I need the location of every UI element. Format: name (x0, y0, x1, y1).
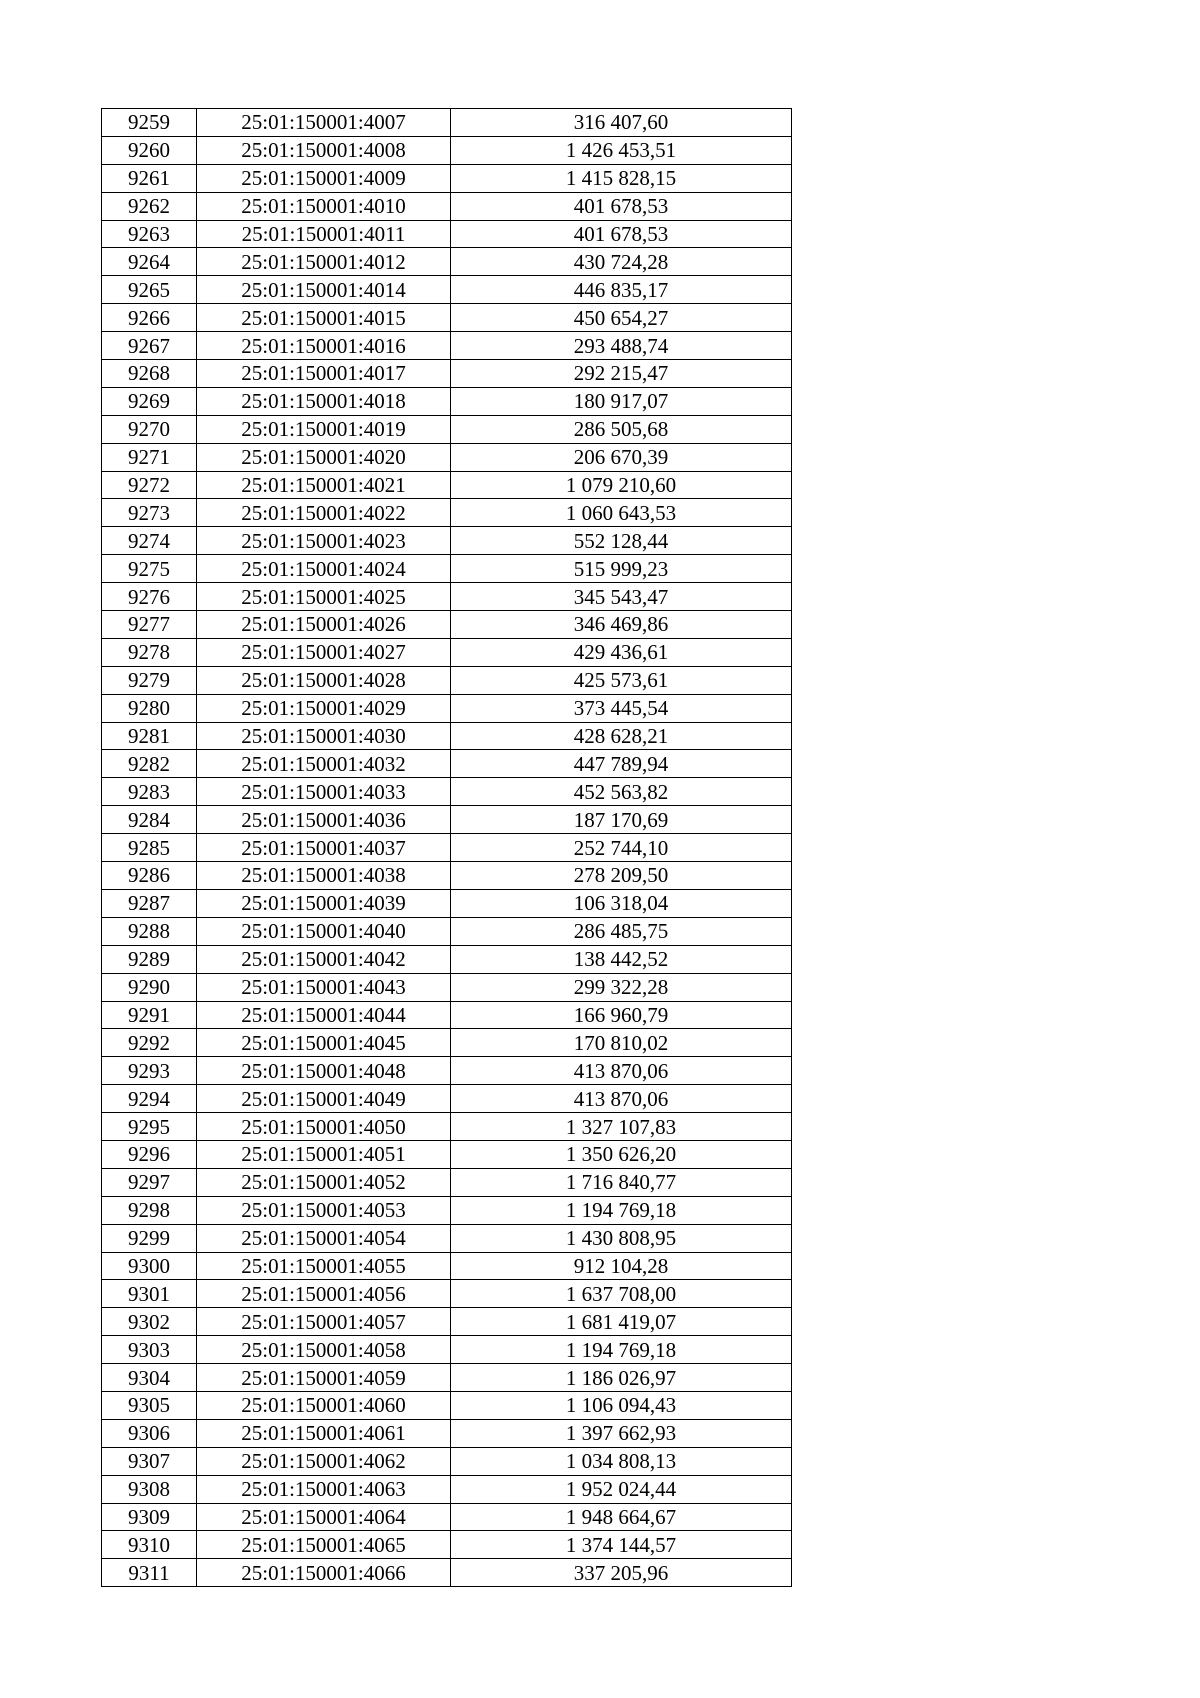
cadastral-number-cell: 25:01:150001:4054 (197, 1224, 451, 1252)
table-row (102, 1001, 792, 1029)
cadastral-number-cell: 25:01:150001:4038 (197, 862, 451, 890)
cadastral-number-cell: 25:01:150001:4010 (197, 192, 451, 220)
table-row (102, 1196, 792, 1224)
table-row (102, 248, 792, 276)
cadastral-value-cell: 429 436,61 (451, 638, 792, 666)
row-number-cell: 9302 (102, 1308, 197, 1336)
table-row (102, 332, 792, 360)
row-number-cell: 9297 (102, 1168, 197, 1196)
cadastral-number-cell: 25:01:150001:4062 (197, 1447, 451, 1475)
row-number-cell: 9298 (102, 1196, 197, 1224)
cadastral-number-cell: 25:01:150001:4045 (197, 1029, 451, 1057)
table-row (102, 1419, 792, 1447)
cadastral-value-cell: 450 654,27 (451, 304, 792, 332)
cadastral-number-cell: 25:01:150001:4030 (197, 722, 451, 750)
row-number-cell: 9266 (102, 304, 197, 332)
cadastral-number-cell: 25:01:150001:4025 (197, 583, 451, 611)
row-number-cell: 9296 (102, 1140, 197, 1168)
table-row (102, 834, 792, 862)
cadastral-number-cell: 25:01:150001:4029 (197, 694, 451, 722)
cadastral-value-cell: 413 870,06 (451, 1085, 792, 1113)
row-number-cell: 9301 (102, 1280, 197, 1308)
table-row (102, 1280, 792, 1308)
cadastral-number-cell: 25:01:150001:4065 (197, 1531, 451, 1559)
table-row (102, 555, 792, 583)
row-number-cell: 9283 (102, 778, 197, 806)
row-number-cell: 9307 (102, 1447, 197, 1475)
row-number-cell: 9293 (102, 1057, 197, 1085)
cadastral-number-cell: 25:01:150001:4011 (197, 220, 451, 248)
cadastral-number-cell: 25:01:150001:4023 (197, 527, 451, 555)
cadastral-value-cell: 1 194 769,18 (451, 1336, 792, 1364)
table-row (102, 1391, 792, 1419)
row-number-cell: 9306 (102, 1419, 197, 1447)
cadastral-number-cell: 25:01:150001:4026 (197, 611, 451, 639)
row-number-cell: 9311 (102, 1559, 197, 1587)
row-number-cell: 9277 (102, 611, 197, 639)
cadastral-number-cell: 25:01:150001:4048 (197, 1057, 451, 1085)
cadastral-value-cell: 428 628,21 (451, 722, 792, 750)
table-row (102, 694, 792, 722)
cadastral-number-cell: 25:01:150001:4017 (197, 360, 451, 388)
cadastral-value-cell: 1 681 419,07 (451, 1308, 792, 1336)
cadastral-value-cell: 166 960,79 (451, 1001, 792, 1029)
table-row (102, 1140, 792, 1168)
row-number-cell: 9260 (102, 136, 197, 164)
cadastral-value-cell: 912 104,28 (451, 1252, 792, 1280)
table-row (102, 666, 792, 694)
row-number-cell: 9285 (102, 834, 197, 862)
cadastral-value-cell: 206 670,39 (451, 443, 792, 471)
table-row (102, 945, 792, 973)
table-row (102, 192, 792, 220)
cadastral-value-cell: 252 744,10 (451, 834, 792, 862)
cadastral-value-cell: 430 724,28 (451, 248, 792, 276)
table-row (102, 136, 792, 164)
cadastral-number-cell: 25:01:150001:4059 (197, 1364, 451, 1392)
cadastral-value-cell: 345 543,47 (451, 583, 792, 611)
table-row (102, 1559, 792, 1587)
row-number-cell: 9270 (102, 415, 197, 443)
cadastral-number-cell: 25:01:150001:4056 (197, 1280, 451, 1308)
cadastral-number-cell: 25:01:150001:4015 (197, 304, 451, 332)
table-row (102, 1308, 792, 1336)
row-number-cell: 9281 (102, 722, 197, 750)
table-row (102, 750, 792, 778)
cadastral-number-cell: 25:01:150001:4028 (197, 666, 451, 694)
row-number-cell: 9303 (102, 1336, 197, 1364)
table-row (102, 164, 792, 192)
cadastral-number-cell: 25:01:150001:4057 (197, 1308, 451, 1336)
table-row (102, 1168, 792, 1196)
cadastral-number-cell: 25:01:150001:4049 (197, 1085, 451, 1113)
cadastral-value-cell: 1 426 453,51 (451, 136, 792, 164)
table-row (102, 1029, 792, 1057)
cadastral-number-cell: 25:01:150001:4032 (197, 750, 451, 778)
row-number-cell: 9276 (102, 583, 197, 611)
cadastral-value-cell: 452 563,82 (451, 778, 792, 806)
cadastral-value-cell: 180 917,07 (451, 387, 792, 415)
table-row (102, 387, 792, 415)
cadastral-number-cell: 25:01:150001:4021 (197, 471, 451, 499)
row-number-cell: 9308 (102, 1475, 197, 1503)
table-row (102, 109, 792, 137)
cadastral-value-cell: 413 870,06 (451, 1057, 792, 1085)
cadastral-number-cell: 25:01:150001:4039 (197, 889, 451, 917)
row-number-cell: 9291 (102, 1001, 197, 1029)
table-row (102, 471, 792, 499)
table-row (102, 1224, 792, 1252)
table-row (102, 638, 792, 666)
cadastral-value-cell: 515 999,23 (451, 555, 792, 583)
cadastral-value-cell: 170 810,02 (451, 1029, 792, 1057)
table-row (102, 1085, 792, 1113)
row-number-cell: 9289 (102, 945, 197, 973)
cadastral-number-cell: 25:01:150001:4027 (197, 638, 451, 666)
cadastral-value-cell: 552 128,44 (451, 527, 792, 555)
cadastral-value-cell: 138 442,52 (451, 945, 792, 973)
cadastral-number-cell: 25:01:150001:4037 (197, 834, 451, 862)
row-number-cell: 9287 (102, 889, 197, 917)
cadastral-number-cell: 25:01:150001:4018 (197, 387, 451, 415)
cadastral-number-cell: 25:01:150001:4007 (197, 109, 451, 137)
table-row (102, 1113, 792, 1141)
cadastral-value-cell: 425 573,61 (451, 666, 792, 694)
cadastral-value-cell: 1 415 828,15 (451, 164, 792, 192)
cadastral-number-cell: 25:01:150001:4016 (197, 332, 451, 360)
cadastral-value-cell: 1 327 107,83 (451, 1113, 792, 1141)
cadastral-value-cell: 299 322,28 (451, 973, 792, 1001)
cadastral-number-cell: 25:01:150001:4014 (197, 276, 451, 304)
row-number-cell: 9279 (102, 666, 197, 694)
table-row (102, 862, 792, 890)
row-number-cell: 9309 (102, 1503, 197, 1531)
cadastral-number-cell: 25:01:150001:4044 (197, 1001, 451, 1029)
cadastral-value-cell: 292 215,47 (451, 360, 792, 388)
cadastral-value-cell: 446 835,17 (451, 276, 792, 304)
table-row (102, 611, 792, 639)
row-number-cell: 9278 (102, 638, 197, 666)
cadastral-value-cell: 1 194 769,18 (451, 1196, 792, 1224)
cadastral-number-cell: 25:01:150001:4064 (197, 1503, 451, 1531)
table-row (102, 1057, 792, 1085)
table-row (102, 415, 792, 443)
cadastral-number-cell: 25:01:150001:4060 (197, 1391, 451, 1419)
cadastral-value-cell: 1 106 094,43 (451, 1391, 792, 1419)
cadastral-value-cell: 337 205,96 (451, 1559, 792, 1587)
row-number-cell: 9272 (102, 471, 197, 499)
cadastral-value-cell: 1 374 144,57 (451, 1531, 792, 1559)
cadastral-value-cell: 1 948 664,67 (451, 1503, 792, 1531)
table-row (102, 973, 792, 1001)
cadastral-number-cell: 25:01:150001:4022 (197, 499, 451, 527)
cadastral-value-cell: 1 637 708,00 (451, 1280, 792, 1308)
row-number-cell: 9295 (102, 1113, 197, 1141)
row-number-cell: 9261 (102, 164, 197, 192)
row-number-cell: 9267 (102, 332, 197, 360)
table-row (102, 1447, 792, 1475)
cadastral-value-cell: 1 079 210,60 (451, 471, 792, 499)
cadastral-number-cell: 25:01:150001:4033 (197, 778, 451, 806)
table-row (102, 1475, 792, 1503)
cadastral-value-cell: 1 397 662,93 (451, 1419, 792, 1447)
table-row (102, 1531, 792, 1559)
cadastral-value-cell: 286 485,75 (451, 917, 792, 945)
cadastral-value-cell: 401 678,53 (451, 192, 792, 220)
cadastral-value-cell: 401 678,53 (451, 220, 792, 248)
table-row (102, 917, 792, 945)
cadastral-value-cell: 1 186 026,97 (451, 1364, 792, 1392)
cadastral-value-cell: 316 407,60 (451, 109, 792, 137)
cadastral-value-cell: 106 318,04 (451, 889, 792, 917)
cadastral-number-cell: 25:01:150001:4024 (197, 555, 451, 583)
table-row (102, 889, 792, 917)
row-number-cell: 9264 (102, 248, 197, 276)
row-number-cell: 9290 (102, 973, 197, 1001)
cadastral-number-cell: 25:01:150001:4052 (197, 1168, 451, 1196)
cadastral-value-cell: 447 789,94 (451, 750, 792, 778)
row-number-cell: 9263 (102, 220, 197, 248)
row-number-cell: 9294 (102, 1085, 197, 1113)
cadastral-number-cell: 25:01:150001:4066 (197, 1559, 451, 1587)
cadastral-number-cell: 25:01:150001:4008 (197, 136, 451, 164)
table-row (102, 1503, 792, 1531)
row-number-cell: 9259 (102, 109, 197, 137)
row-number-cell: 9299 (102, 1224, 197, 1252)
cadastral-number-cell: 25:01:150001:4063 (197, 1475, 451, 1503)
row-number-cell: 9269 (102, 387, 197, 415)
row-number-cell: 9292 (102, 1029, 197, 1057)
row-number-cell: 9310 (102, 1531, 197, 1559)
cadastral-value-cell: 373 445,54 (451, 694, 792, 722)
row-number-cell: 9305 (102, 1391, 197, 1419)
row-number-cell: 9280 (102, 694, 197, 722)
table-row (102, 806, 792, 834)
cadastral-value-cell: 187 170,69 (451, 806, 792, 834)
cadastral-number-cell: 25:01:150001:4061 (197, 1419, 451, 1447)
table-row (102, 276, 792, 304)
cadastral-number-cell: 25:01:150001:4058 (197, 1336, 451, 1364)
cadastral-value-cell: 1 716 840,77 (451, 1168, 792, 1196)
table-body (102, 109, 792, 1587)
row-number-cell: 9288 (102, 917, 197, 945)
row-number-cell: 9268 (102, 360, 197, 388)
cadastral-number-cell: 25:01:150001:4012 (197, 248, 451, 276)
cadastral-number-cell: 25:01:150001:4036 (197, 806, 451, 834)
table-row (102, 220, 792, 248)
table-row (102, 499, 792, 527)
cadastral-value-cell: 286 505,68 (451, 415, 792, 443)
row-number-cell: 9274 (102, 527, 197, 555)
cadastral-value-cell: 1 350 626,20 (451, 1140, 792, 1168)
cadastral-value-table (101, 108, 792, 1587)
cadastral-number-cell: 25:01:150001:4055 (197, 1252, 451, 1280)
cadastral-value-cell: 1 060 643,53 (451, 499, 792, 527)
table-row (102, 722, 792, 750)
cadastral-value-cell: 1 952 024,44 (451, 1475, 792, 1503)
row-number-cell: 9271 (102, 443, 197, 471)
row-number-cell: 9284 (102, 806, 197, 834)
cadastral-number-cell: 25:01:150001:4053 (197, 1196, 451, 1224)
cadastral-value-cell: 1 034 808,13 (451, 1447, 792, 1475)
table-row (102, 443, 792, 471)
cadastral-number-cell: 25:01:150001:4020 (197, 443, 451, 471)
table-row (102, 1252, 792, 1280)
table-row (102, 1336, 792, 1364)
cadastral-number-cell: 25:01:150001:4051 (197, 1140, 451, 1168)
cadastral-number-cell: 25:01:150001:4019 (197, 415, 451, 443)
cadastral-number-cell: 25:01:150001:4043 (197, 973, 451, 1001)
cadastral-value-cell: 293 488,74 (451, 332, 792, 360)
table-row (102, 778, 792, 806)
cadastral-value-cell: 278 209,50 (451, 862, 792, 890)
row-number-cell: 9282 (102, 750, 197, 778)
cadastral-number-cell: 25:01:150001:4040 (197, 917, 451, 945)
table-row (102, 527, 792, 555)
row-number-cell: 9262 (102, 192, 197, 220)
row-number-cell: 9300 (102, 1252, 197, 1280)
table-row (102, 583, 792, 611)
cadastral-number-cell: 25:01:150001:4042 (197, 945, 451, 973)
table-row (102, 360, 792, 388)
cadastral-value-cell: 346 469,86 (451, 611, 792, 639)
row-number-cell: 9286 (102, 862, 197, 890)
cadastral-value-cell: 1 430 808,95 (451, 1224, 792, 1252)
cadastral-number-cell: 25:01:150001:4009 (197, 164, 451, 192)
row-number-cell: 9273 (102, 499, 197, 527)
cadastral-number-cell: 25:01:150001:4050 (197, 1113, 451, 1141)
row-number-cell: 9265 (102, 276, 197, 304)
row-number-cell: 9304 (102, 1364, 197, 1392)
table-row (102, 1364, 792, 1392)
row-number-cell: 9275 (102, 555, 197, 583)
table-row (102, 304, 792, 332)
